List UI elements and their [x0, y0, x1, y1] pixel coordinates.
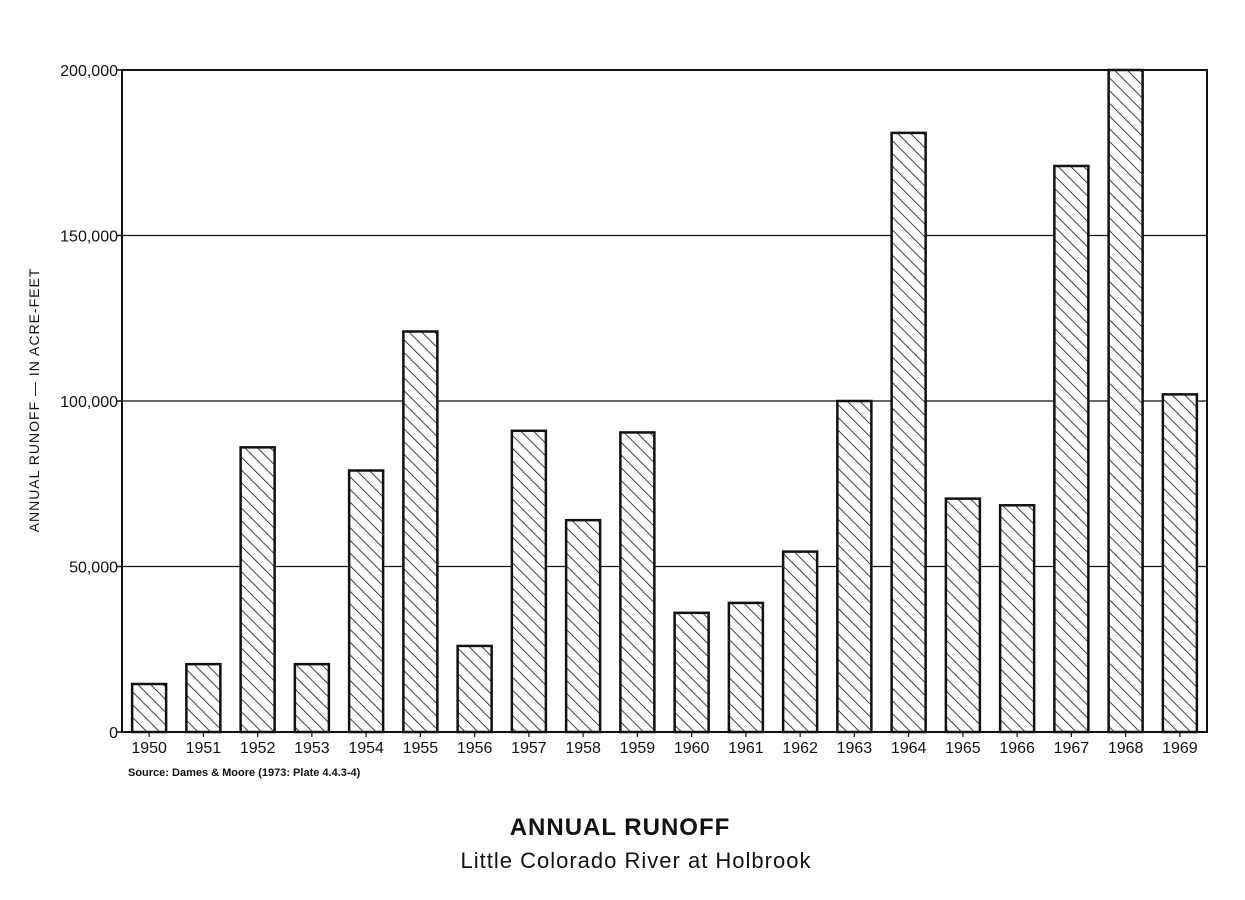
- y-tick-label: 0: [109, 725, 118, 742]
- x-tick-label: 1953: [294, 740, 330, 757]
- bar-1962: [783, 552, 817, 732]
- y-tick-label: 100,000: [60, 394, 118, 411]
- x-tick-label: 1955: [402, 740, 439, 757]
- x-tick-label: 1956: [456, 740, 493, 757]
- bar-1950: [132, 684, 166, 732]
- bar-1961: [729, 603, 763, 732]
- bar-1958: [566, 520, 600, 732]
- bar-1953: [295, 664, 329, 732]
- bar-1965: [946, 499, 980, 732]
- x-tick-label: 1967: [1053, 740, 1090, 757]
- bar-1969: [1163, 394, 1197, 732]
- x-tick-label: 1950: [131, 740, 167, 757]
- bar-1954: [349, 471, 383, 732]
- x-tick-label: 1965: [945, 740, 981, 757]
- chart-subtitle: Little Colorado River at Holbrook: [460, 848, 812, 873]
- x-tick-label: 1957: [511, 740, 547, 757]
- x-axis-ticks: [131, 732, 1197, 757]
- source-note: Source: Dames & Moore (1973: Plate 4.4.3-4): [128, 767, 361, 779]
- chart-title: ANNUAL RUNOFF: [509, 814, 731, 841]
- y-axis-ticks: [60, 63, 122, 742]
- x-tick-label: 1952: [239, 740, 276, 757]
- x-tick-label: 1968: [1107, 740, 1144, 757]
- bar-1956: [458, 646, 492, 732]
- x-tick-label: 1958: [565, 740, 601, 757]
- x-tick-label: 1961: [728, 740, 764, 757]
- x-tick-label: 1959: [619, 740, 656, 757]
- bar-1960: [675, 613, 709, 732]
- gridlines: [122, 70, 1207, 732]
- bar-1964: [892, 133, 926, 732]
- bar-1952: [241, 447, 275, 732]
- y-tick-label: 150,000: [60, 228, 118, 246]
- y-axis-label: ANNUAL RUNOFF — IN ACRE-FEET: [26, 267, 42, 533]
- x-tick-label: 1951: [185, 740, 222, 757]
- bar-1966: [1000, 505, 1034, 732]
- y-tick-label: 50,000: [69, 559, 118, 577]
- bar-1968: [1109, 70, 1143, 732]
- y-tick-label: 200,000: [60, 63, 118, 80]
- bar-1951: [186, 664, 220, 732]
- x-tick-label: 1954: [348, 740, 384, 757]
- x-tick-label: 1963: [836, 740, 873, 757]
- bar-1955: [403, 331, 437, 732]
- x-tick-label: 1960: [673, 740, 710, 757]
- bar-1959: [620, 432, 654, 732]
- bar-1963: [837, 401, 871, 732]
- x-tick-label: 1966: [999, 740, 1035, 757]
- bar-1957: [512, 431, 546, 732]
- x-tick-label: 1964: [890, 740, 927, 757]
- x-tick-label: 1962: [782, 740, 818, 757]
- x-tick-label: 1969: [1162, 740, 1198, 757]
- bar-1967: [1054, 166, 1088, 732]
